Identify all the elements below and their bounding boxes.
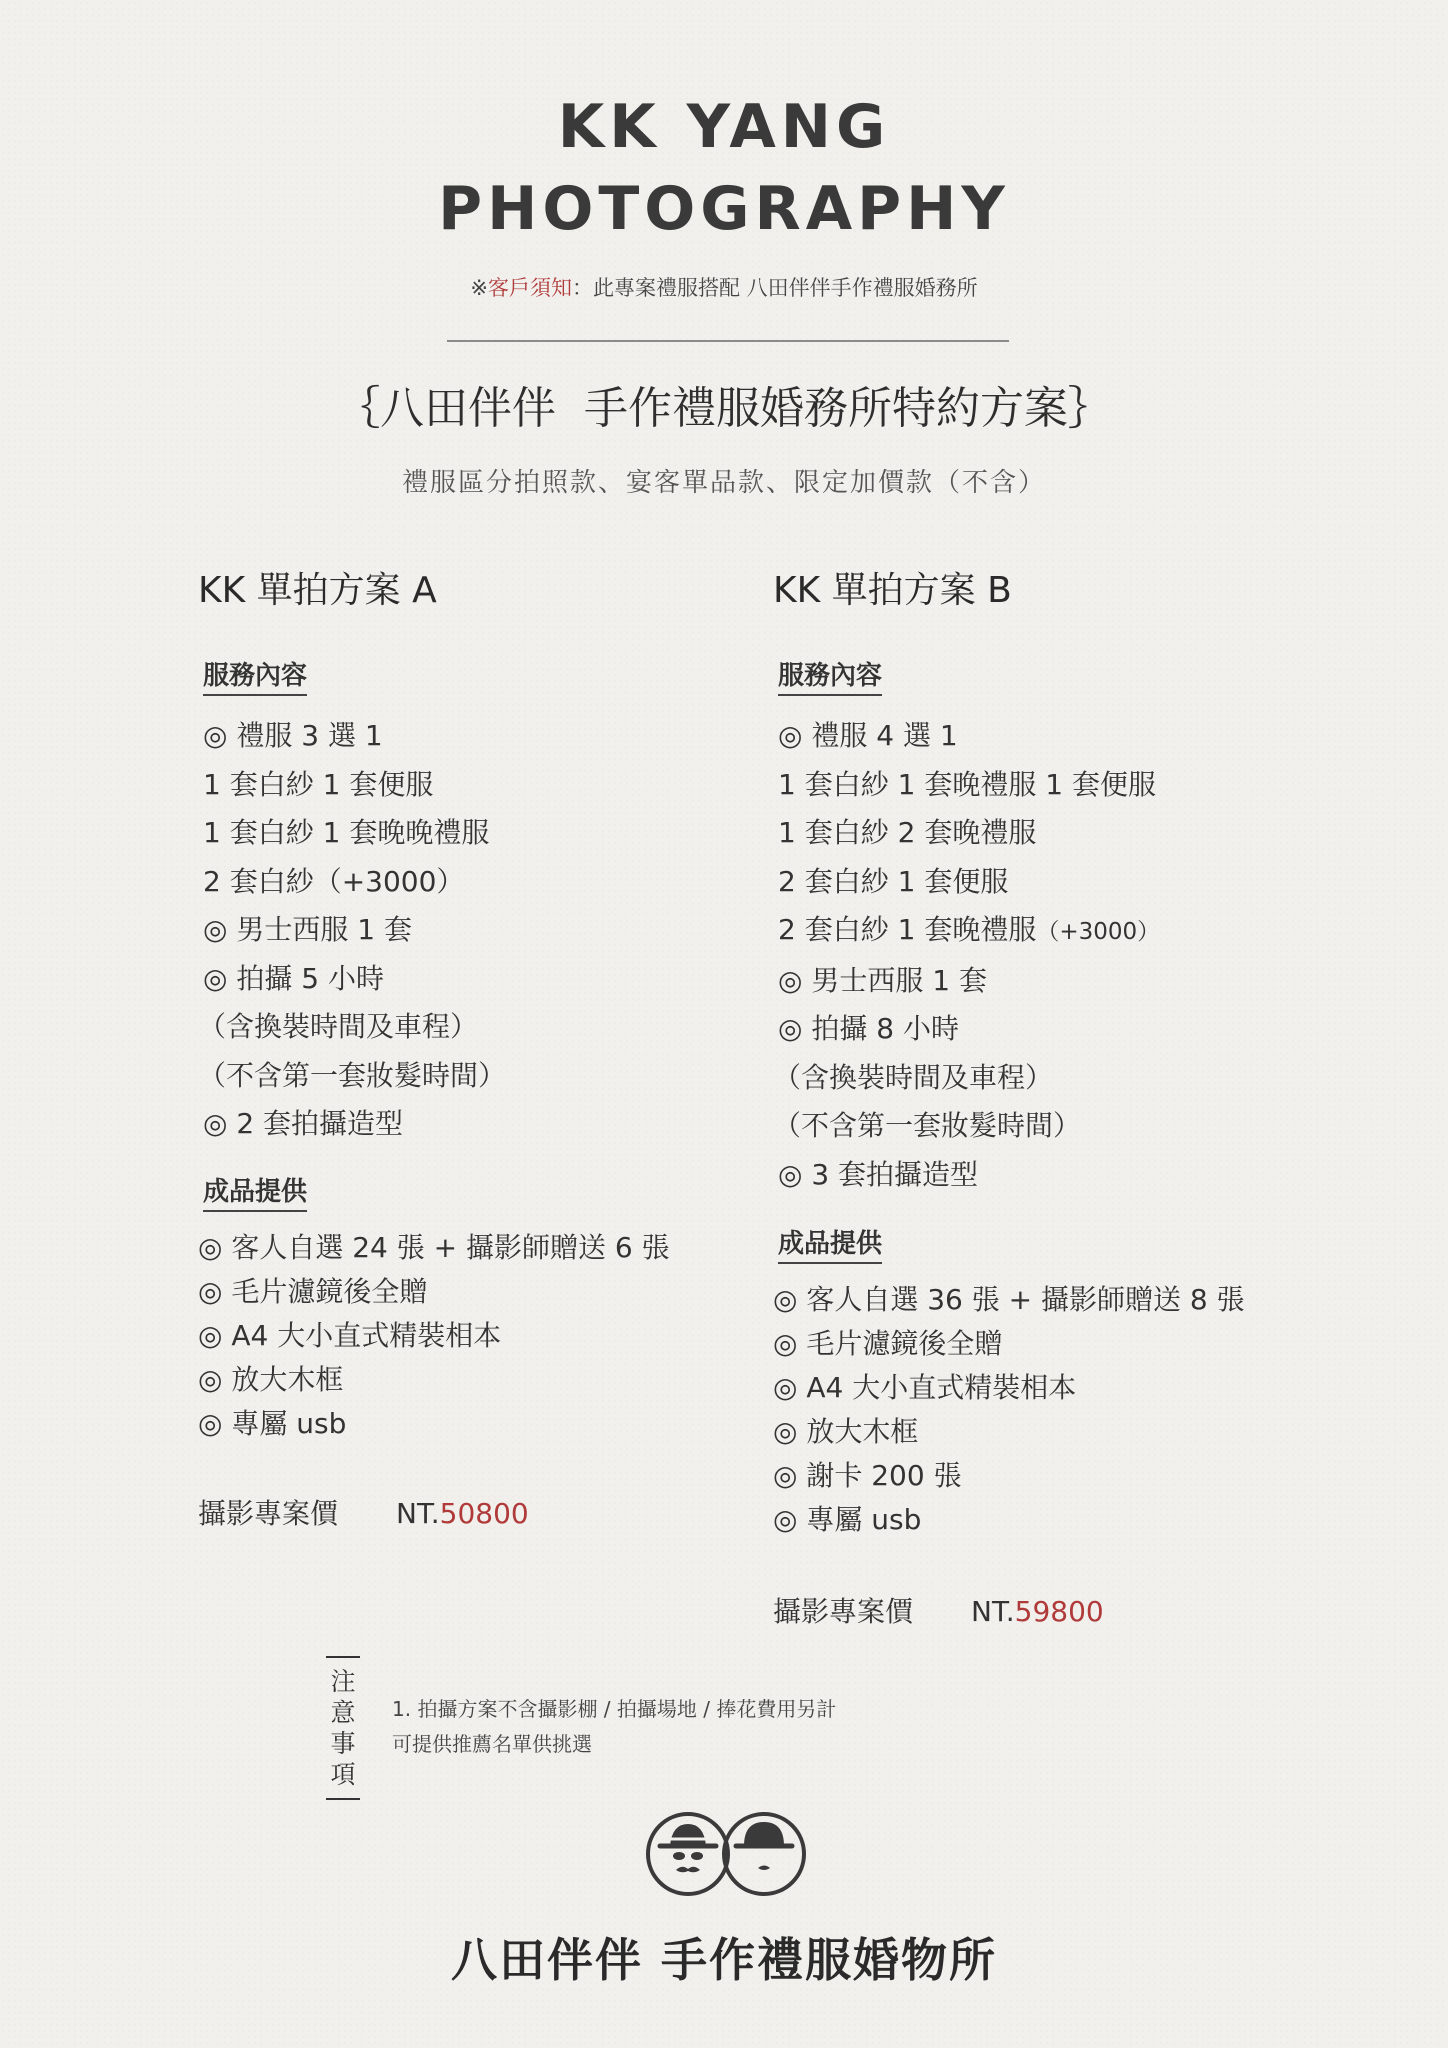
- list-item: ◎ A4 大小直式精裝相本: [773, 1371, 1077, 1404]
- price-label: 攝影專案價: [198, 1496, 339, 1530]
- list-item: ◎ 男士西服 1 套: [203, 913, 412, 946]
- service-list: [773, 712, 1373, 1199]
- notes-label-char: 意: [330, 1698, 356, 1727]
- list-item: 2 套白紗 1 套便服: [778, 864, 1009, 898]
- list-item: ◎ 2 套拍攝造型: [203, 1107, 404, 1140]
- plan-title: KK 單拍方案 A: [198, 570, 437, 611]
- footer-brand-name: 八田伴伴 手作禮服婚物所: [450, 1933, 997, 1987]
- note-line: 1. 拍攝方案不含攝影棚 / 拍攝場地 / 捧花費用另計: [392, 1697, 837, 1721]
- list-item: ◎ 禮服 3 選 1: [203, 719, 383, 752]
- service-list: [198, 712, 758, 1149]
- notes-label: [326, 1656, 360, 1800]
- list-item: ◎ 禮服 4 選 1: [778, 719, 958, 752]
- product-list: [198, 1226, 758, 1446]
- plan-title: KK 單拍方案 B: [773, 570, 1012, 611]
- list-item: 1 套白紗 1 套晚禮服 1 套便服: [778, 767, 1156, 801]
- dress-category-note: 禮服區分拍照款、宴客單品款、限定加價款（不含）: [401, 468, 1046, 498]
- list-item: ◎ 客人自選 24 張 + 攝影師贈送 6 張: [198, 1230, 670, 1264]
- list-item: （含換裝時間及車程）: [198, 1010, 479, 1043]
- list-item: ◎ 男士西服 1 套: [778, 963, 987, 997]
- list-item: （不含第一套妝髮時間）: [773, 1109, 1082, 1142]
- note-line: 可提供推薦名單供挑選: [392, 1732, 592, 1756]
- service-heading: 服務內容: [203, 655, 307, 696]
- project-price: [198, 1492, 758, 1532]
- list-item: [778, 906, 1373, 957]
- divider-rule: [447, 340, 1009, 342]
- two-gentlemen-logo-icon: [642, 1808, 810, 1900]
- list-item: 1 套白紗 2 套晚禮服: [778, 816, 1037, 849]
- list-item: ◎ 放大木框: [773, 1415, 919, 1448]
- list-item: ◎ 專屬 usb: [198, 1406, 347, 1440]
- client-notice: [0, 272, 1448, 302]
- price-label: 攝影專案價: [773, 1595, 914, 1628]
- list-item: ◎ 毛片濾鏡後全贈: [198, 1274, 428, 1308]
- notice-text: ：此專案禮服搭配 八田伴伴手作禮服婚務所: [571, 276, 978, 300]
- list-item: ◎ 客人自選 36 張 + 攝影師贈送 8 張: [773, 1283, 1245, 1316]
- brand-title-line1: KK YANG: [557, 92, 891, 162]
- list-item: 1 套白紗 1 套便服: [203, 767, 434, 801]
- surcharge-note: （+3000）: [1036, 919, 1161, 945]
- list-item: ◎ A4 大小直式精裝相本: [198, 1318, 502, 1352]
- notice-label: 客戶須知: [487, 276, 572, 300]
- package-subtitle: ｛八田伴伴 手作禮服婚務所特約方案｝: [336, 383, 1112, 434]
- plan-b-column: [773, 562, 1373, 1630]
- plan-a-column: [198, 562, 758, 1532]
- list-item: ◎ 放大木框: [198, 1362, 344, 1396]
- notes-label-char: 注: [330, 1667, 356, 1696]
- list-item: ◎ 專屬 usb: [773, 1503, 922, 1536]
- list-item: ◎ 拍攝 5 小時: [203, 961, 384, 995]
- price-prefix: NT.: [971, 1595, 1015, 1628]
- price-value: 50800: [439, 1496, 529, 1530]
- product-heading: 成品提供: [203, 1171, 307, 1212]
- list-item: 2 套白紗（+3000）: [203, 864, 465, 898]
- notes-text: [392, 1692, 836, 1762]
- list-item: ◎ 拍攝 8 小時: [778, 1012, 959, 1045]
- list-item: 1 套白紗 1 套晚晚禮服: [203, 816, 490, 849]
- notice-mark: ※: [470, 276, 488, 300]
- project-price: [773, 1590, 1373, 1630]
- notes-label-char: 項: [330, 1760, 356, 1789]
- product-list: [773, 1278, 1373, 1542]
- list-item: （含換裝時間及車程）: [773, 1060, 1054, 1094]
- service-heading: 服務內容: [778, 655, 882, 696]
- price-prefix: NT.: [396, 1496, 440, 1530]
- list-item-text: 2 套白紗 1 套晚禮服: [778, 913, 1037, 946]
- product-heading: 成品提供: [778, 1223, 882, 1264]
- list-item: ◎ 謝卡 200 張: [773, 1459, 962, 1492]
- notes-label-char: 事: [330, 1729, 356, 1758]
- price-value: 59800: [1014, 1595, 1104, 1628]
- brand-title-line2: PHOTOGRAPHY: [438, 174, 1010, 244]
- list-item: ◎ 3 套拍攝造型: [778, 1157, 979, 1191]
- list-item: （不含第一套妝髮時間）: [198, 1058, 507, 1092]
- list-item: ◎ 毛片濾鏡後全贈: [773, 1327, 1003, 1360]
- logo-svg: [642, 1808, 810, 1900]
